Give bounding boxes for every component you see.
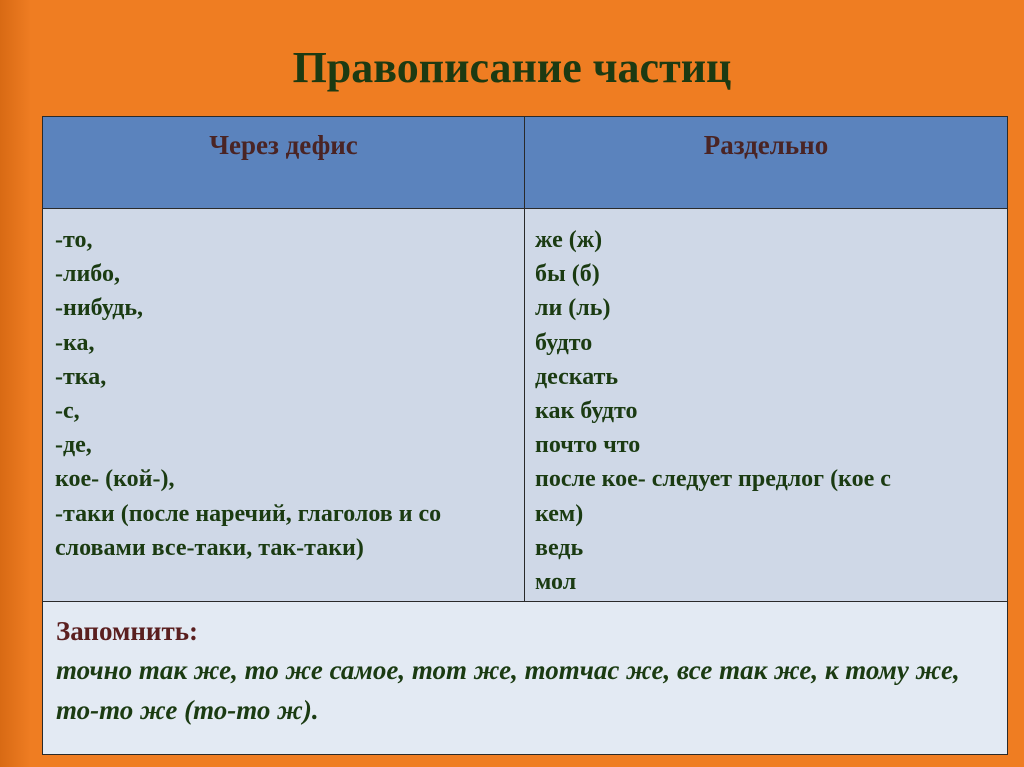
list-item: дескать	[535, 363, 619, 390]
list-item: после кое- следует предлог (кое с	[535, 466, 891, 493]
list-item: -с,	[55, 398, 80, 425]
list-item: бы (б)	[535, 261, 600, 288]
list-item: -нибудь,	[55, 295, 144, 322]
header-hyphen	[43, 117, 525, 209]
list-item: почто что	[535, 432, 641, 459]
separate-cell	[525, 209, 1008, 602]
hyphen-list	[43, 209, 524, 565]
list-item: будто	[535, 329, 593, 356]
list-item: как будто	[535, 398, 638, 425]
particles-table	[42, 116, 1008, 755]
table-body-row	[43, 209, 1008, 602]
list-item: -де,	[55, 432, 92, 459]
list-item: кое- (кой-),	[55, 466, 175, 493]
list-item: мол	[535, 569, 577, 596]
list-item: же (ж)	[535, 227, 603, 253]
separate-list	[525, 209, 1007, 599]
header-hyphen-label: Через дефис	[209, 130, 358, 160]
header-separate	[525, 117, 1008, 209]
note-cell	[43, 602, 1008, 755]
list-item: -то,	[55, 227, 93, 253]
list-item: словами все-таки, так-таки)	[55, 534, 364, 561]
list-item: ведь	[535, 534, 584, 561]
page-title: Правописание частиц	[292, 43, 732, 92]
list-item: -тка,	[55, 363, 107, 390]
header-separate-label: Раздельно	[703, 130, 829, 160]
hyphen-cell	[43, 209, 525, 602]
list-item: -либо,	[55, 261, 120, 288]
list-item: -таки (после наречий, глаголов и со	[55, 500, 442, 527]
list-item: ли (ль)	[535, 295, 611, 322]
note-text: точно так же, то же самое, тот же, тотчас же, все так же, к тому же, то-то же (то-то ж).	[56, 655, 960, 725]
table-header-row	[43, 117, 1008, 209]
list-item: кем)	[535, 500, 584, 527]
note-row	[43, 602, 1008, 755]
left-decorative-strip	[0, 0, 30, 767]
note-label: Запомнить:	[56, 616, 198, 646]
list-item: -ка,	[55, 329, 95, 356]
